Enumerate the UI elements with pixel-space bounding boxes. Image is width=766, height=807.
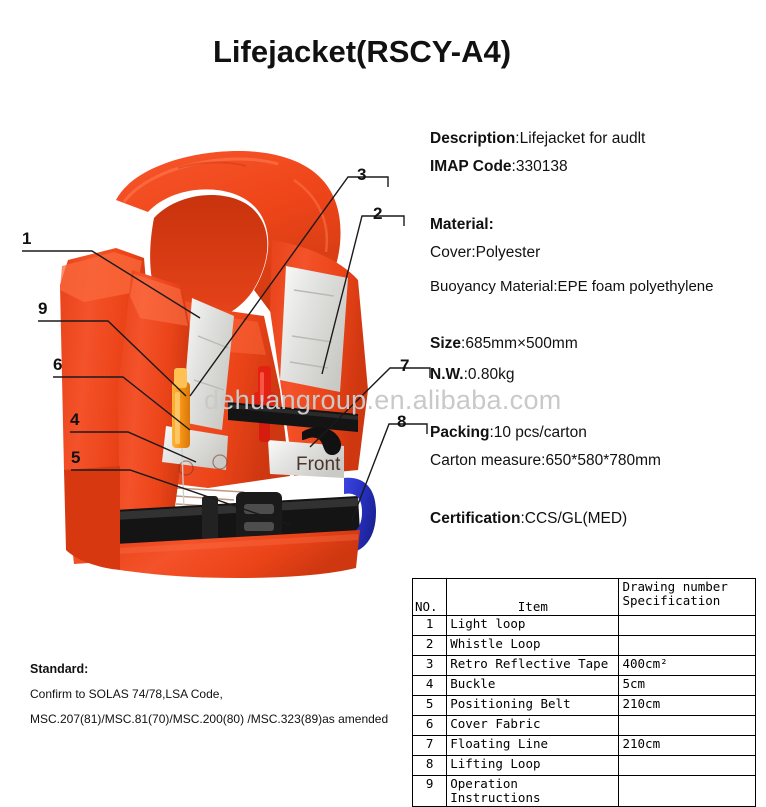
callout-4: 4 bbox=[70, 410, 80, 429]
row-no: 1 bbox=[413, 616, 447, 636]
page-title: Lifejacket(RSCY-A4) bbox=[213, 34, 512, 69]
table-row bbox=[413, 696, 756, 716]
row-spec bbox=[619, 636, 756, 656]
row-no: 2 bbox=[413, 636, 447, 656]
lifejacket-photo bbox=[58, 140, 388, 585]
jacket-left-lower bbox=[64, 466, 120, 570]
spec-material-label: Material: bbox=[430, 216, 494, 233]
spec-description bbox=[430, 130, 645, 148]
standard-line-1: Confirm to SOLAS 74/78,LSA Code, bbox=[30, 687, 223, 701]
callout-1: 1 bbox=[22, 229, 32, 248]
table-row bbox=[413, 656, 756, 676]
table-row bbox=[413, 636, 756, 656]
row-item: Cover Fabric bbox=[447, 716, 619, 736]
callout-2: 2 bbox=[373, 204, 383, 223]
spec-packing-value: :10 pcs/carton bbox=[489, 424, 587, 441]
row-no: 5 bbox=[413, 696, 447, 716]
reflective-tape-right bbox=[280, 266, 348, 392]
header-no: NO. bbox=[413, 579, 447, 616]
front-print-label: Front bbox=[296, 454, 341, 475]
row-no: 3 bbox=[413, 656, 447, 676]
row-spec bbox=[619, 616, 756, 636]
spec-cover: Cover:Polyester bbox=[430, 244, 541, 261]
row-no: 4 bbox=[413, 676, 447, 696]
spec-description-label: Description bbox=[430, 130, 516, 147]
header-item: Item bbox=[447, 579, 619, 616]
header-spec-line2: Specification bbox=[622, 593, 721, 608]
row-item: Positioning Belt bbox=[447, 696, 619, 716]
spec-imap-label: IMAP Code bbox=[430, 158, 512, 175]
spec-imap-code bbox=[430, 158, 568, 176]
row-spec: 400cm² bbox=[619, 656, 756, 676]
row-item: Lifting Loop bbox=[447, 756, 619, 776]
spec-carton-measure: Carton measure:650*580*780mm bbox=[430, 452, 661, 469]
table-row bbox=[413, 616, 756, 636]
spec-imap-value: :330138 bbox=[511, 158, 568, 175]
spec-packing bbox=[430, 424, 587, 442]
row-spec: 210cm bbox=[619, 696, 756, 716]
table-row bbox=[413, 676, 756, 696]
callout-6: 6 bbox=[53, 355, 63, 374]
spec-size-label: Size bbox=[430, 335, 462, 352]
standard-heading: Standard: bbox=[30, 662, 89, 676]
table-row bbox=[413, 716, 756, 736]
row-spec bbox=[619, 716, 756, 736]
spec-material-heading bbox=[430, 216, 494, 234]
row-no: 8 bbox=[413, 756, 447, 776]
row-spec: 5cm bbox=[619, 676, 756, 696]
row-item: Floating Line bbox=[447, 736, 619, 756]
spec-certification bbox=[430, 510, 627, 528]
row-no: 9 bbox=[413, 776, 447, 807]
spec-certification-label: Certification bbox=[430, 510, 521, 527]
table-body bbox=[413, 616, 756, 807]
table-header-row bbox=[413, 579, 756, 616]
alibaba-watermark: dehuangroup.en.alibaba.com bbox=[204, 385, 562, 415]
spec-nw-label: N.W. bbox=[430, 366, 464, 383]
callout-7: 7 bbox=[400, 356, 410, 375]
table-row bbox=[413, 736, 756, 756]
standard-line-2: MSC.207(81)/MSC.81(70)/MSC.200(80) /MSC.323(89)as amended bbox=[30, 712, 389, 726]
row-no: 6 bbox=[413, 716, 447, 736]
row-item: Light loop bbox=[447, 616, 619, 636]
row-item: Whistle Loop bbox=[447, 636, 619, 656]
row-no: 7 bbox=[413, 736, 447, 756]
row-item: Buckle bbox=[447, 676, 619, 696]
callout-5: 5 bbox=[71, 448, 81, 467]
header-spec bbox=[619, 579, 756, 616]
spec-size bbox=[430, 335, 578, 353]
header-spec-line1: Drawing number bbox=[622, 579, 728, 594]
spec-net-weight bbox=[430, 366, 514, 384]
row-spec bbox=[619, 776, 756, 807]
row-spec bbox=[619, 756, 756, 776]
parts-table bbox=[412, 578, 756, 807]
row-item: Retro Reflective Tape bbox=[447, 656, 619, 676]
row-item: Operation Instructions bbox=[447, 776, 619, 807]
spec-size-value: :685mm×500mm bbox=[461, 335, 578, 352]
row-spec: 210cm bbox=[619, 736, 756, 756]
callout-3: 3 bbox=[357, 165, 367, 184]
spec-nw-value: :0.80kg bbox=[463, 366, 515, 383]
callout-8: 8 bbox=[397, 412, 407, 431]
spec-description-value: :Lifejacket for audlt bbox=[515, 130, 646, 147]
spec-packing-label: Packing bbox=[430, 424, 490, 441]
table-row bbox=[413, 756, 756, 776]
table-row bbox=[413, 776, 756, 807]
spec-certification-value: :CCS/GL(MED) bbox=[520, 510, 628, 527]
spec-buoyancy: Buoyancy Material:EPE foam polyethylene bbox=[430, 278, 714, 295]
callout-9: 9 bbox=[38, 299, 48, 318]
